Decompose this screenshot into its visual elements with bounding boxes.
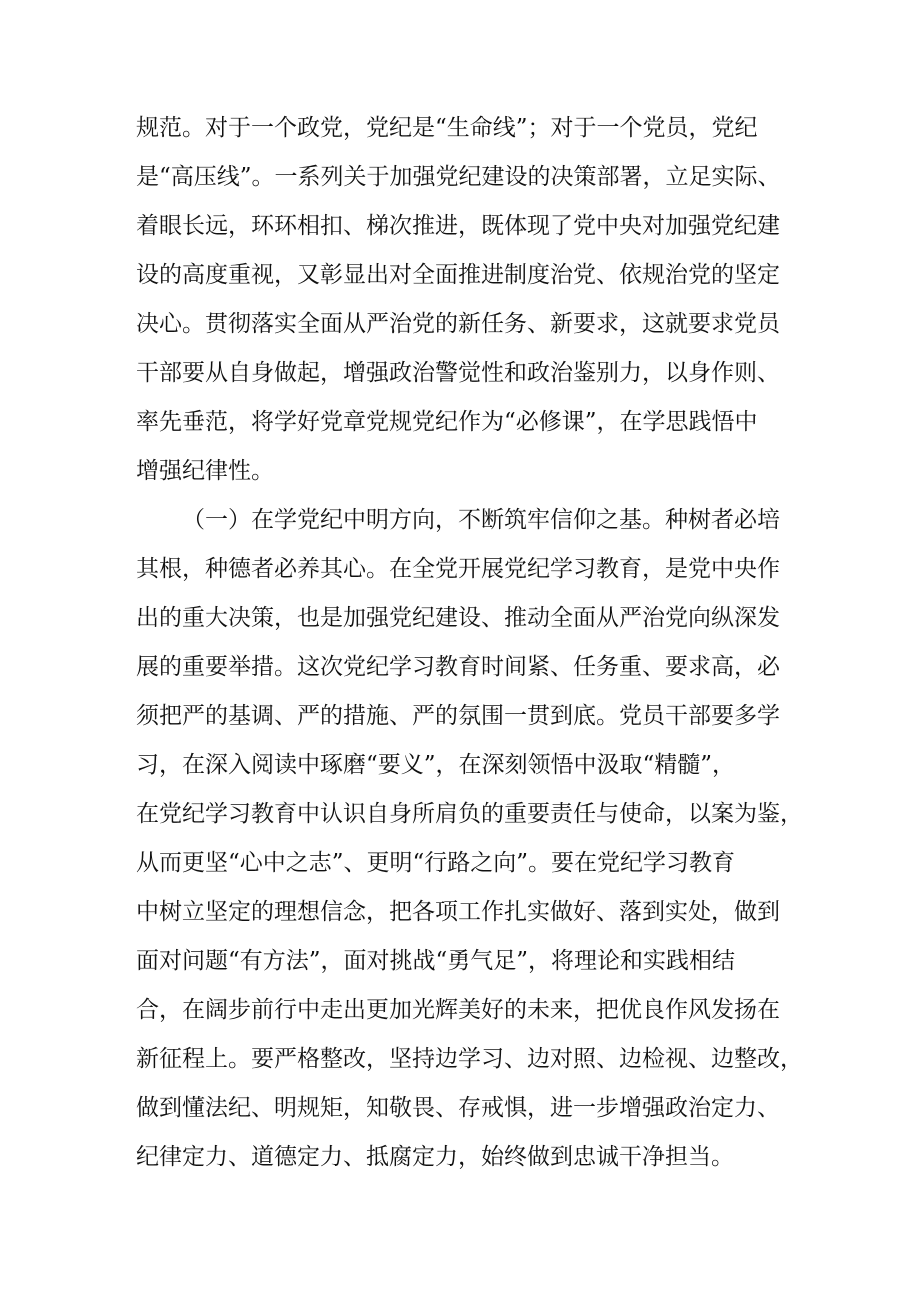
paragraph-2-line-10: 面对问题“有方法”，面对挑战“勇气足”，将理论和实践相结: [136, 948, 736, 974]
paragraph-1-line-3: 着眼长远，环环相扣、梯次推进，既体现了党中央对加强党纪建: [136, 213, 780, 239]
paragraph-1-line-6: 干部要从自身做起，增强政治警觉性和政治鉴别力，以身作则、: [136, 360, 780, 386]
paragraph-2-line-13: 做到懂法纪、明规矩，知敬畏、存戒惧，进一步增强政治定力、: [136, 1095, 780, 1121]
paragraph-2-line-11: 合，在阔步前行中走出更加光辉美好的未来，把优良作风发扬在: [136, 997, 780, 1023]
paragraph-1-line-8: 增强纪律性。: [136, 458, 274, 484]
paragraph-1-line-7: 率先垂范，将学好党章党规党纪作为“必修课”，在学思践悟中: [136, 409, 758, 435]
paragraph-2-line-8: 从而更坚“心中之志”、更明“行路之向”。要在党纪学习教育: [136, 850, 736, 876]
paragraph-2-line-6: 习，在深入阅读中琢磨“要义”，在深刻领悟中汲取“精髓”，: [136, 752, 736, 778]
paragraph-2-line-1: （一）在学党纪中明方向，不断筑牢信仰之基。种树者必培: [182, 507, 780, 533]
paragraph-1-line-2: 是“高压线”。一系列关于加强党纪建设的决策部署，立足实际、: [136, 164, 781, 190]
paragraph-2-line-2: 其根，种德者必养其心。在全党开展党纪学习教育，是党中央作: [136, 556, 780, 582]
paragraph-2-line-7: 在党纪学习教育中认识自身所肩负的重要责任与使命，以案为鉴，: [136, 801, 803, 827]
paragraph-2-line-9: 中树立坚定的理想信念，把各项工作扎实做好、落到实处，做到: [136, 899, 780, 925]
paragraph-2-line-14: 纪律定力、道德定力、抵腐定力，始终做到忠诚干净担当。: [136, 1144, 734, 1170]
paragraph-2-line-12: 新征程上。要严格整改，坚持边学习、边对照、边检视、边整改，: [136, 1046, 803, 1072]
paragraph-2-line-4: 展的重要举措。这次党纪学习教育时间紧、任务重、要求高，必: [136, 654, 780, 680]
paragraph-1-line-4: 设的高度重视，又彰显出对全面推进制度治党、依规治党的坚定: [136, 262, 780, 288]
paragraph-2-line-5: 须把严的基调、严的措施、严的氛围一贯到底。党员干部要多学: [136, 703, 780, 729]
paragraph-1-line-5: 决心。贯彻落实全面从严治党的新任务、新要求，这就要求党员: [136, 311, 780, 337]
paragraph-2-line-3: 出的重大决策，也是加强党纪建设、推动全面从严治党向纵深发: [136, 605, 780, 631]
paragraph-1-line-1: 规范。对于一个政党，党纪是“生命线”；对于一个党员，党纪: [136, 115, 758, 141]
